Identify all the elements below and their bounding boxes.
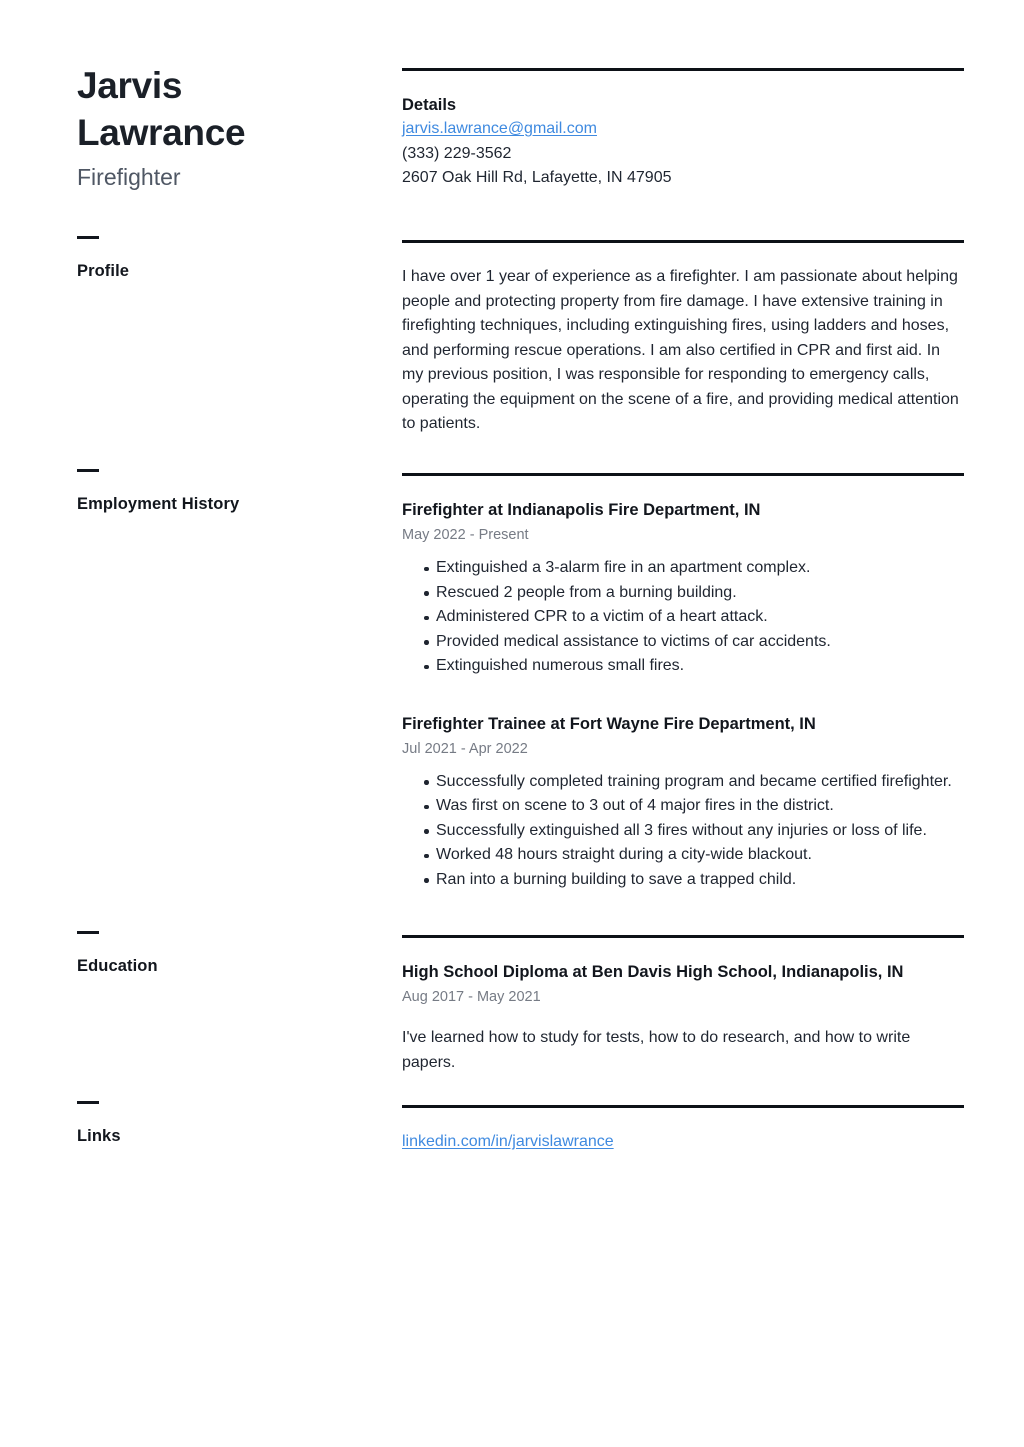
- details-heading: Details: [402, 96, 457, 114]
- list-item: Successfully extinguished all 3 fires without any injuries or loss of life.: [402, 819, 964, 844]
- profile-rule: [402, 240, 964, 243]
- links-list: [402, 1130, 964, 1155]
- first-name: Jarvis: [77, 65, 183, 106]
- employment-entry-title: Firefighter Trainee at Fort Wayne Fire Department, IN: [402, 714, 816, 733]
- job-title: Firefighter: [77, 164, 181, 190]
- employment-rule: [402, 473, 964, 476]
- list-item: Extinguished numerous small fires.: [402, 654, 964, 679]
- education-entry-description: I've learned how to study for tests, how to do research, and how to write papers.: [402, 1029, 911, 1071]
- links-content: [402, 1105, 964, 1155]
- employment-entry: [402, 713, 964, 893]
- education-label-block: [77, 931, 377, 976]
- list-item: Extinguished a 3-alarm fire in an apartment complex.: [402, 556, 964, 581]
- links-rule: [402, 1105, 964, 1108]
- education-rule: [402, 935, 964, 938]
- list-item: Ran into a burning building to save a trapped child.: [402, 868, 964, 893]
- education-entry: [402, 961, 964, 1075]
- email-link[interactable]: jarvis.lawrance@gmail.com: [402, 120, 597, 137]
- employment-entry-date: Jul 2021 - Apr 2022: [402, 740, 528, 757]
- education-entry-date: Aug 2017 - May 2021: [402, 989, 541, 1005]
- section-label-profile: Profile: [77, 262, 130, 280]
- link-row: [402, 1130, 964, 1155]
- list-item: Successfully completed training program and became certified firefighter.: [402, 770, 964, 795]
- section-label-links: Links: [77, 1127, 121, 1145]
- page-title: [77, 62, 307, 156]
- employment-content: [402, 473, 964, 892]
- links-dash-icon: [77, 1101, 99, 1104]
- list-item: Administered CPR to a victim of a heart attack.: [402, 605, 964, 630]
- list-item: Worked 48 hours straight during a city-wide blackout.: [402, 843, 964, 868]
- profile-label-block: [77, 236, 377, 281]
- profile-text: I have over 1 year of experience as a firefighter. I am passionate about helping people and protecting property from fire damage. I have extensive training in firefighting techniques, including extinguishing fires, using ladders and hoses, and performing rescue operations. I am also certified in CPR and first aid. In my previous position, I was responsible for responding to emergency calls, operating the equipment on the scene of a fire, and providing medical attention to patients.: [402, 268, 959, 432]
- employment-label-block: [77, 469, 377, 514]
- links-label-block: [77, 1101, 377, 1146]
- details-rule: [402, 68, 964, 71]
- employment-entry: [402, 499, 964, 679]
- education-entry-title: High School Diploma at Ben Davis High School, Indianapolis, IN: [402, 963, 904, 981]
- profile-content: [402, 240, 964, 437]
- employment-entry-bullets: [402, 770, 964, 893]
- last-name: Lawrance: [77, 112, 246, 153]
- employment-dash-icon: [77, 469, 99, 472]
- employment-entry-bullets: [402, 556, 964, 679]
- list-item: Rescued 2 people from a burning building.: [402, 581, 964, 606]
- employment-entry-title: Firefighter at Indianapolis Fire Department, IN: [402, 501, 761, 519]
- linkedin-link[interactable]: linkedin.com/in/jarvislawrance: [402, 1133, 614, 1150]
- education-dash-icon: [77, 931, 99, 934]
- profile-dash-icon: [77, 236, 99, 239]
- resume-header: [77, 62, 377, 192]
- employment-entry-date: May 2022 - Present: [402, 527, 529, 543]
- details-email-row: [402, 117, 964, 142]
- section-label-employment-history: Employment History: [77, 495, 240, 513]
- details-content: [402, 68, 964, 191]
- list-item: Was first on scene to 3 out of 4 major fires in the district.: [402, 794, 964, 819]
- list-item: Provided medical assistance to victims of car accidents.: [402, 630, 964, 655]
- section-label-education: Education: [77, 957, 158, 975]
- education-content: [402, 935, 964, 1075]
- details-address: 2607 Oak Hill Rd, Lafayette, IN 47905: [402, 169, 672, 186]
- details-phone: (333) 229-3562: [402, 144, 512, 162]
